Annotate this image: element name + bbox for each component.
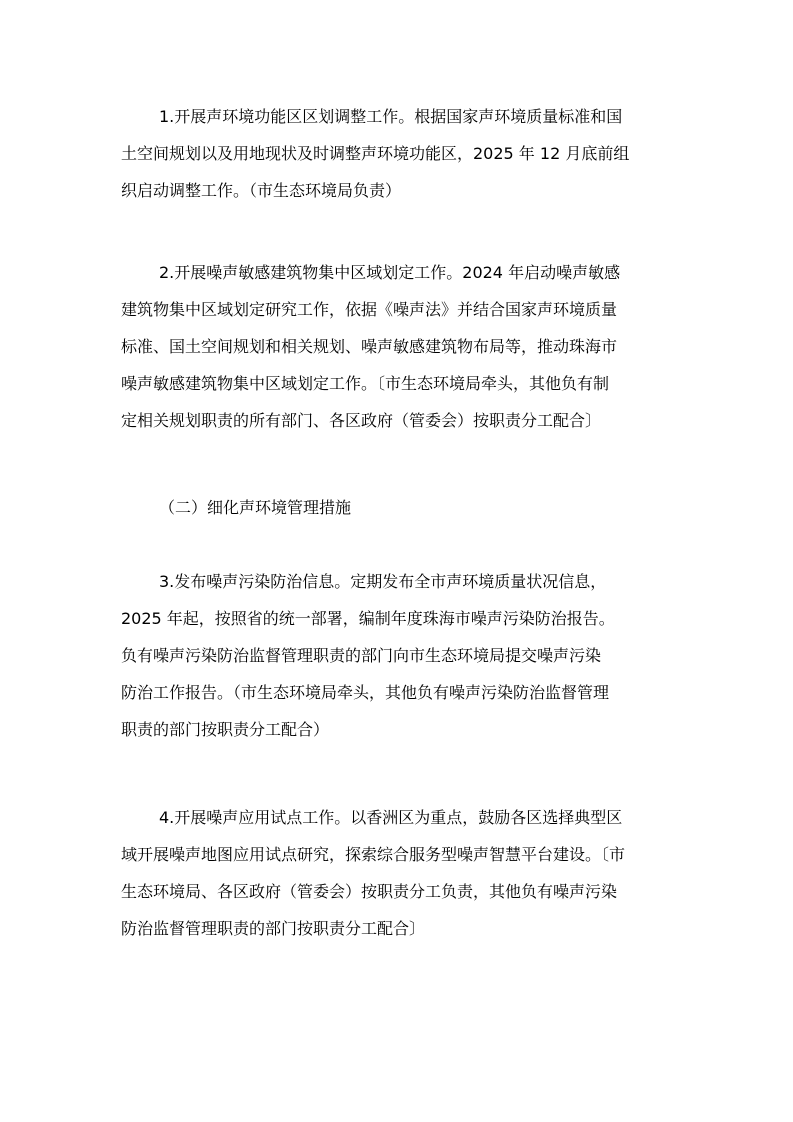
text-line: 生态环境局、各区政府（管委会）按职责分工负责，其他负有噪声污染 bbox=[121, 882, 618, 901]
text-line: 域开展噪声地图应用试点研究，探索综合服务型噪声智慧平台建设。〔市 bbox=[121, 845, 626, 864]
paragraph-item-4 bbox=[121, 799, 681, 947]
section-heading: （二）细化声环境管理措施 bbox=[159, 498, 352, 517]
text-line: 3.发布噪声污染防治信息。定期发布全市声环境质量状况信息， bbox=[159, 572, 607, 591]
text-line: 防治监督管理职责的部门按职责分工配合〕 bbox=[121, 919, 426, 938]
text-line: 2.开展噪声敏感建筑物集中区域划定工作。2024 年启动噪声敏感 bbox=[159, 263, 621, 282]
text-line: 4.开展噪声应用试点工作。以香洲区为重点，鼓励各区选择典型区 bbox=[159, 808, 623, 827]
text-line: 土空间规划以及用地现状及时调整声环境功能区，2025 年 12 月底前组 bbox=[121, 144, 630, 163]
paragraph-item-3 bbox=[121, 563, 681, 748]
text-line: 标准、国土空间规划和相关规划、噪声敏感建筑物布局等，推动珠海市 bbox=[121, 337, 618, 356]
text-line: 建筑物集中区域划定研究工作，依据《噪声法》并结合国家声环境质量 bbox=[121, 300, 618, 319]
paragraph-item-2 bbox=[121, 254, 681, 439]
text-line: 负有噪声污染防治监督管理职责的部门向市生态环境局提交噪声污染 bbox=[121, 646, 602, 665]
text-line: 织启动调整工作。（市生态环境局负责） bbox=[121, 181, 402, 200]
text-line: 定相关规划职责的所有部门、各区政府（管委会）按职责分工配合〕 bbox=[121, 411, 602, 430]
text-line: 职责的部门按职责分工配合） bbox=[121, 720, 330, 739]
text-line: 2025 年起，按照省的统一部署，编制年度珠海市噪声污染防治报告。 bbox=[121, 609, 615, 628]
paragraph-item-1 bbox=[121, 98, 681, 209]
text-line: 防治工作报告。（市生态环境局牵头，其他负有噪声污染防治监督管理 bbox=[121, 683, 610, 702]
text-line: 噪声敏感建筑物集中区域划定工作。〔市生态环境局牵头，其他负有制 bbox=[121, 374, 610, 393]
text-line: 1.开展声环境功能区区划调整工作。根据国家声环境质量标准和国 bbox=[159, 107, 623, 126]
